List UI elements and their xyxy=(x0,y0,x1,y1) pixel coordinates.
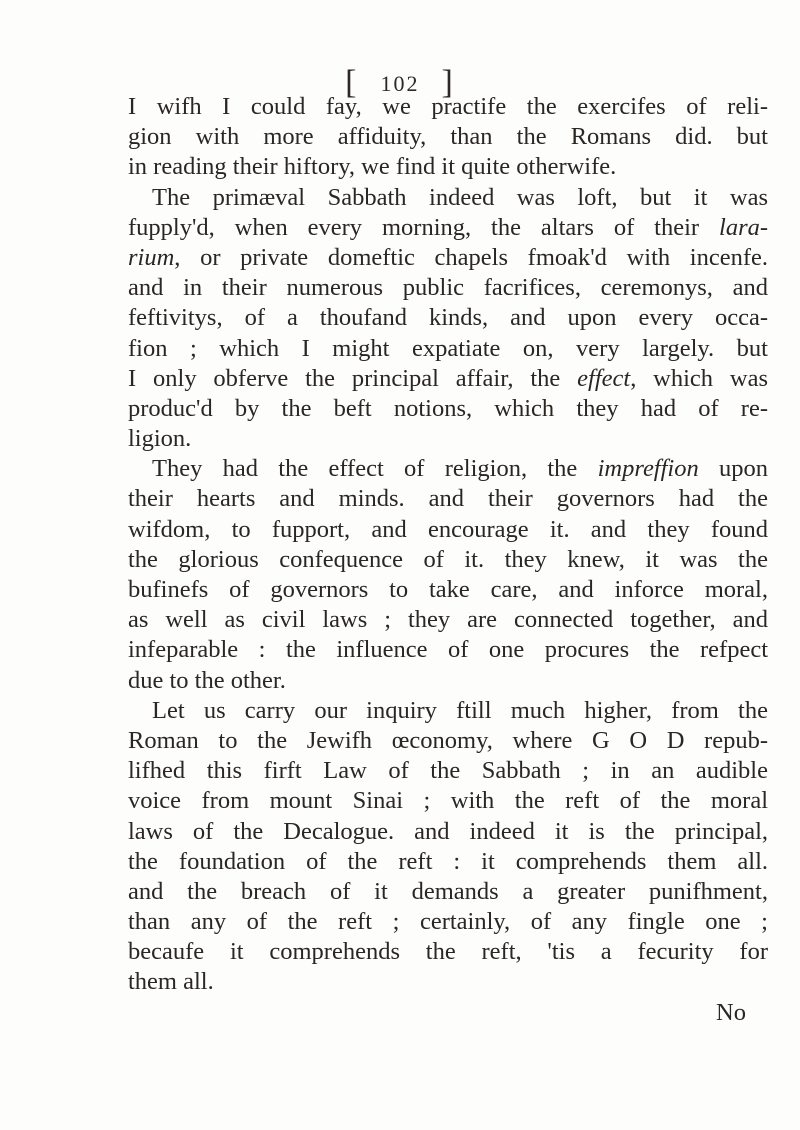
text-line-2: gion with more affiduity, than the Romans did. but xyxy=(128,123,768,151)
text-line-22: Roman to the Jewifh œconomy, where G O D repub- xyxy=(128,726,768,754)
text-line-13-italic: impreffion xyxy=(597,455,699,483)
text-line-5-part-1: fupply'd, when every morning, the altars of their xyxy=(128,213,700,241)
text-line-26: the foundation of the reft : it comprehends them all. xyxy=(128,847,768,875)
text-line-6-italic: rium xyxy=(128,243,175,271)
text-line-6-part-2: , or private domeftic chapels fmoak'd with incenfe. xyxy=(174,243,768,271)
text-line-10-part-3: , which was xyxy=(630,364,768,392)
text-line-10-italic: effect xyxy=(577,364,631,392)
text-line-30: them all. xyxy=(128,968,214,996)
text-line-24: voice from mount Sinai ; with the reft of the moral xyxy=(128,787,768,815)
text-line-1: I wifh I could fay, we practife the exercifes of reli- xyxy=(128,93,768,120)
text-line-13 xyxy=(128,454,768,484)
text-line-13-part-3: upon xyxy=(719,455,769,483)
text-line-5 xyxy=(128,213,768,243)
text-line-16: the glorious confequence of it. they knew, it was the xyxy=(128,545,768,573)
text-line-5-italic: lara- xyxy=(719,213,769,241)
text-line-4: The primæval Sabbath indeed was loft, but it was xyxy=(152,183,768,211)
text-line-21: Let us carry our inquiry ftill much higher, from the xyxy=(152,696,768,724)
text-line-9: fion ; which I might expatiate on, very largely. but xyxy=(128,334,768,362)
text-line-13-part-1: They had the effect of religion, the xyxy=(152,455,578,483)
header-bracket-open: [ xyxy=(345,64,359,101)
text-line-25: laws of the Decalogue. and indeed it is the principal, xyxy=(128,817,768,845)
text-line-23: lifhed this firft Law of the Sabbath ; in an audible xyxy=(128,757,768,785)
text-line-28: than any of the reft ; certainly, of any fingle one ; xyxy=(128,908,768,936)
text-line-12: ligion. xyxy=(128,425,192,453)
text-line-10-part-1: I only obferve the principal affair, the xyxy=(128,364,561,392)
text-line-8: feftivitys, of a thoufand kinds, and upon every occa- xyxy=(128,304,768,332)
text-line-18: as well as civil laws ; they are connected together, and xyxy=(128,606,768,634)
header-bracket-close: ] xyxy=(441,64,455,101)
text-line-27: and the breach of it demands a greater punifhment, xyxy=(128,877,768,905)
text-line-17: bufinefs of governors to take care, and inforce moral, xyxy=(128,576,768,603)
catchword: No xyxy=(716,998,746,1026)
text-line-14: their hearts and minds. and their governors had the xyxy=(128,485,768,513)
page-number: 102 xyxy=(380,71,420,96)
text-line-7: and in their numerous public facrifices, ceremonys, and xyxy=(128,274,768,302)
body-text xyxy=(128,92,768,1028)
text-line-15: wifdom, to fupport, and encourage it. and they found xyxy=(128,515,768,543)
text-line-6 xyxy=(128,243,768,273)
text-line-10 xyxy=(128,364,768,394)
text-line-11: produc'd by the beft notions, which they had of re- xyxy=(128,394,768,422)
text-line-20: due to the other. xyxy=(128,666,286,694)
text-line-3: in reading their hiftory, we find it quite otherwife. xyxy=(128,153,617,181)
text-line-29: becaufe it comprehends the reft, 'tis a fecurity for xyxy=(128,938,768,966)
text-line-19: infeparable : the influence of one procures the refpect xyxy=(128,636,768,664)
